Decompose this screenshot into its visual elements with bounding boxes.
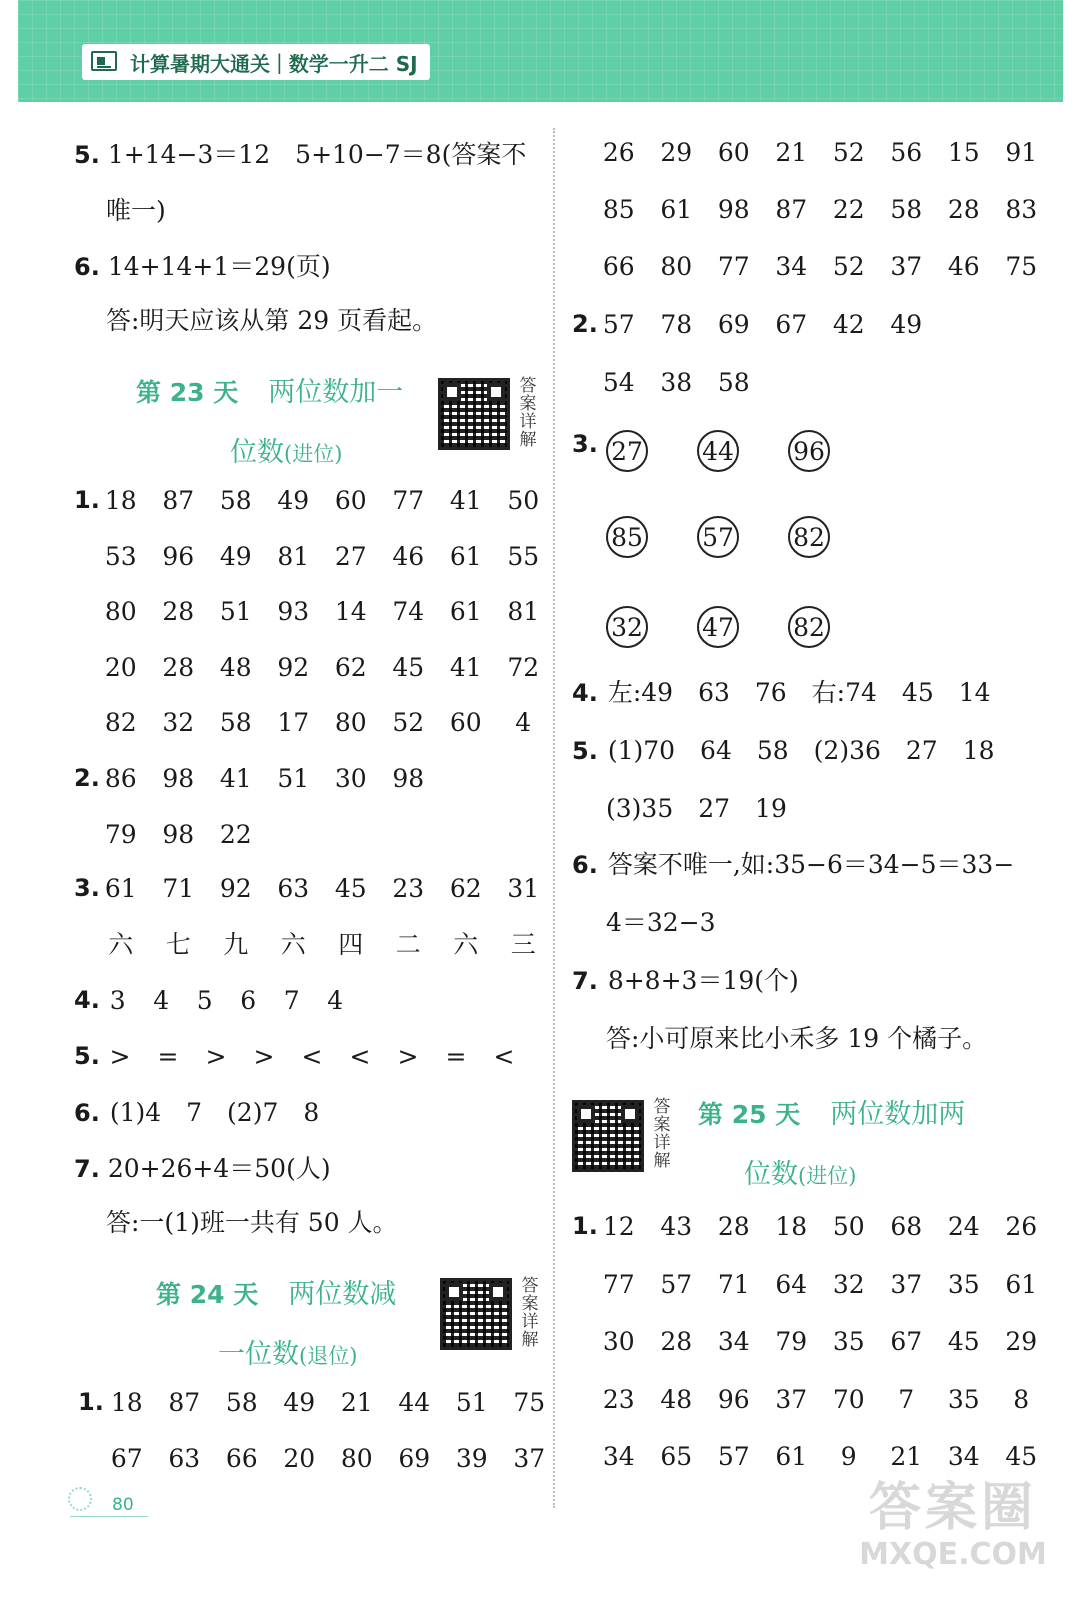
answer-row	[92, 710, 552, 735]
qr-code-day25[interactable]	[572, 1100, 644, 1172]
answer-value: 67	[890, 1327, 923, 1356]
circled-answer: 47	[697, 606, 739, 648]
answer-value: 50	[507, 486, 540, 515]
answer-value: 41	[219, 764, 252, 793]
answer-value: 60	[334, 486, 367, 515]
qr-caption-char: 详	[519, 412, 537, 432]
answer-value: 35	[832, 1327, 865, 1356]
answer-value: 65	[660, 1442, 693, 1471]
answer-text: 答案不唯一,如:35−6＝34−5＝33−	[607, 850, 1015, 879]
answer-row	[590, 370, 763, 395]
answer-value: 26	[602, 138, 635, 167]
answer-value: 79	[775, 1327, 808, 1356]
answer-value: >	[253, 1042, 275, 1071]
day-topic-note: (进位)	[798, 1164, 857, 1188]
answer-value: 58	[219, 708, 252, 737]
answer-value: 79	[104, 820, 137, 849]
answer-value: 37	[775, 1384, 808, 1414]
answer-row	[98, 1446, 558, 1471]
answer-value: 61	[660, 195, 693, 224]
answer-value: 41	[449, 486, 482, 515]
r-q6-line1	[572, 852, 1014, 877]
answer-row	[590, 254, 1050, 279]
circled-answer: 82	[788, 606, 830, 648]
day24-subtitle	[218, 1332, 357, 1371]
answer-value: 34	[775, 252, 808, 281]
answer-value: 27	[334, 541, 367, 571]
circled-answer: 57	[697, 516, 739, 558]
answer-value: 44	[398, 1388, 431, 1417]
answer-value: 28	[947, 195, 980, 224]
answer-value: 14	[334, 597, 367, 626]
question-number: 1.	[572, 1212, 598, 1240]
answer-value: 30	[602, 1327, 635, 1356]
answer-value: 30	[334, 764, 367, 793]
answer-value: 15	[947, 138, 980, 167]
answer-value: 22	[219, 820, 252, 849]
answer-value: 83	[1005, 195, 1038, 224]
answer-value: 46	[947, 252, 980, 281]
question-number: 5.	[74, 1042, 100, 1070]
answer-value: 六	[453, 930, 479, 959]
qr-code-day24[interactable]	[440, 1278, 512, 1350]
question-number: 4.	[572, 678, 598, 707]
answer-value: 91	[1005, 138, 1038, 167]
answer-value: 9	[840, 1442, 857, 1471]
day-topic: 两位数减	[288, 1279, 397, 1310]
answer-value: 75	[1005, 252, 1038, 281]
answer-value: 78	[660, 310, 693, 339]
day-topic: 两位数加一	[268, 377, 404, 408]
answer-value: 62	[334, 652, 367, 682]
answer-value: 58	[890, 195, 923, 224]
answer-value: 74	[392, 597, 425, 626]
answer-value: 48	[219, 652, 252, 682]
answer-value: =	[157, 1042, 179, 1071]
answer-text: 左:49 63 76 右:74 45 14	[607, 678, 991, 707]
answer-value: 63	[277, 874, 310, 903]
answer-row	[590, 1384, 1050, 1414]
answer-value: 96	[162, 541, 195, 571]
answer-value: 45	[392, 652, 425, 682]
answer-row	[74, 486, 552, 515]
answer-value: 80	[104, 597, 137, 626]
answer-value: 39	[455, 1444, 488, 1473]
answer-value: 21	[890, 1442, 923, 1471]
question-number: 3.	[74, 874, 100, 902]
answer-value: 46	[392, 541, 425, 571]
circled-answer: 85	[606, 516, 648, 558]
answer-value: <	[301, 1042, 323, 1071]
r-q5-line2: (3)35 27 19	[606, 794, 787, 823]
answer-value: 55	[507, 541, 540, 571]
day-topic-continued: 位数	[744, 1159, 798, 1190]
day-topic-note: (进位)	[284, 442, 343, 466]
answer-value: 45	[947, 1327, 980, 1356]
d23-q7-line2: 答:一(1)班一共有 50 人。	[106, 1208, 398, 1237]
answer-value: 93	[277, 597, 310, 626]
answer-value: 92	[219, 874, 252, 903]
answer-row	[92, 599, 552, 624]
answer-value: 72	[507, 652, 540, 682]
answer-value: 61	[449, 541, 482, 571]
answer-value: 58	[717, 368, 750, 397]
book-title: 计算暑期大通关	[130, 51, 270, 76]
answer-value: 61	[449, 597, 482, 626]
qr-caption-char: 答	[521, 1276, 539, 1296]
d23-q6-line	[74, 1098, 320, 1127]
qr-caption-char: 案	[519, 394, 537, 414]
left-q5-line1	[74, 142, 526, 167]
answer-value: 57	[602, 310, 635, 339]
day-topic: 两位数加两	[830, 1099, 966, 1130]
answer-text: 20+26+4＝50(人)	[107, 1154, 331, 1183]
qr-caption-char: 解	[521, 1330, 539, 1350]
answer-value: <	[493, 1042, 515, 1071]
answer-value: 二	[395, 930, 421, 959]
qr-caption-char: 解	[653, 1151, 671, 1171]
qr-caption	[520, 1277, 540, 1349]
answer-value: 28	[660, 1327, 693, 1356]
answer-row	[74, 1042, 528, 1071]
circled-answer: 32	[606, 606, 648, 648]
day-topic-continued: 一位数	[218, 1339, 299, 1370]
header-banner	[18, 0, 1063, 102]
answer-value: 45	[334, 874, 367, 903]
answer-value: 77	[392, 486, 425, 515]
answer-value: 九	[223, 930, 249, 959]
question-number: 6.	[74, 252, 100, 281]
answer-row	[78, 1388, 558, 1417]
answer-value: 60	[717, 138, 750, 167]
answer-value: 63	[168, 1444, 201, 1473]
answer-value: 21	[340, 1388, 373, 1417]
day25-subtitle	[744, 1152, 856, 1191]
answer-value: 28	[162, 652, 195, 682]
day23-title	[136, 370, 403, 409]
answer-value: 4	[515, 708, 532, 737]
answer-value: 20	[283, 1444, 316, 1473]
watermark-logo: 答案圈	[868, 1478, 1037, 1538]
answer-row	[590, 1269, 1050, 1299]
answer-value: 34	[717, 1327, 750, 1356]
answer-value: 69	[398, 1444, 431, 1473]
answer-value: 18	[775, 1212, 808, 1241]
circled-answer: 96	[788, 430, 830, 472]
answer-value: =	[445, 1042, 467, 1071]
answer-value: 69	[717, 310, 750, 339]
answer-value: 51	[219, 597, 252, 626]
sun-icon	[68, 1487, 92, 1511]
answer-value: 24	[947, 1212, 980, 1241]
question-number: 7.	[74, 1154, 100, 1183]
title-separator: |	[276, 50, 283, 74]
left-q6-line1	[74, 254, 331, 279]
answer-value: 80	[340, 1444, 373, 1473]
answer-value: 87	[168, 1388, 201, 1417]
answer-row	[572, 1212, 1050, 1241]
question-number: 1.	[74, 486, 100, 514]
answer-text: 8+8+3＝19(个)	[607, 966, 799, 995]
answer-value: 77	[717, 252, 750, 281]
answer-value: 52	[392, 708, 425, 737]
answer-value: 35	[947, 1384, 980, 1414]
answer-value: 98	[392, 764, 425, 793]
answer-text: (1)4 7 (2)7 8	[109, 1098, 320, 1127]
answer-value: 87	[162, 486, 195, 515]
answer-row	[74, 764, 437, 793]
answer-row	[590, 197, 1050, 222]
answer-value: 66	[602, 252, 635, 281]
answer-value: 28	[717, 1212, 750, 1241]
day24-title	[156, 1272, 396, 1311]
answer-value: 37	[890, 1269, 923, 1299]
answer-value: 四	[338, 930, 364, 959]
question-number: 6.	[572, 850, 598, 879]
answer-value: >	[205, 1042, 227, 1071]
answer-value: 7	[283, 986, 300, 1015]
answer-value: 21	[775, 138, 808, 167]
answer-row	[92, 822, 265, 847]
qr-caption	[652, 1098, 672, 1170]
book-subject: 数学一升二 SJ	[288, 51, 418, 76]
answer-value: 71	[717, 1269, 750, 1299]
answer-value: 96	[717, 1384, 750, 1414]
answer-value: 98	[162, 820, 195, 849]
left-q5-line2: 唯一)	[106, 196, 166, 225]
answer-row	[92, 541, 552, 571]
answer-value: 34	[947, 1442, 980, 1471]
answer-value: 71	[162, 874, 195, 903]
left-q6-line2: 答:明天应该从第 29 页看起。	[106, 306, 438, 335]
r-q6-line2: 4＝32−3	[606, 908, 716, 937]
answer-value: 18	[104, 486, 137, 515]
answer-value: 42	[832, 310, 865, 339]
book-title-label	[82, 44, 430, 80]
answer-value: 49	[890, 310, 923, 339]
answer-value: 49	[219, 541, 252, 571]
question-number: 1.	[78, 1388, 104, 1416]
answer-value: 5	[196, 986, 213, 1015]
qr-caption-char: 详	[653, 1133, 671, 1153]
watermark	[843, 1478, 1063, 1572]
answer-value: 8	[1013, 1384, 1030, 1414]
answer-value: 98	[717, 195, 750, 224]
answer-value: 81	[277, 541, 310, 571]
answer-value: 52	[832, 252, 865, 281]
answer-value: 26	[1005, 1212, 1038, 1241]
answer-row	[92, 652, 552, 682]
answer-value: 53	[104, 541, 137, 571]
answer-value: 35	[947, 1269, 980, 1299]
answer-value: 82	[104, 708, 137, 737]
day25-title	[698, 1092, 965, 1131]
answer-value: 六	[280, 930, 306, 959]
answer-value: 31	[507, 874, 540, 903]
qr-caption-char: 详	[521, 1312, 539, 1332]
question-number: 4.	[74, 986, 100, 1014]
answer-value: 61	[1005, 1269, 1038, 1299]
answer-value: >	[397, 1042, 419, 1071]
answer-value: 29	[660, 138, 693, 167]
circled-answer: 82	[788, 516, 830, 558]
answer-value: 61	[775, 1442, 808, 1471]
answer-value: 37	[513, 1444, 546, 1473]
d23-q7-line1	[74, 1156, 331, 1181]
answer-value: 3	[109, 986, 126, 1015]
answer-value: 23	[392, 874, 425, 903]
answer-value: 20	[104, 652, 137, 682]
answer-value: 38	[660, 368, 693, 397]
answer-value: 81	[507, 597, 540, 626]
page-number: 80	[112, 1495, 134, 1515]
answer-value: 58	[219, 486, 252, 515]
answer-value: 43	[660, 1212, 693, 1241]
qr-caption-char: 答	[519, 376, 537, 396]
answer-value: 70	[832, 1384, 865, 1414]
answer-value: 57	[717, 1442, 750, 1471]
answer-value: 52	[832, 138, 865, 167]
answer-value: 77	[602, 1269, 635, 1299]
question-number: 6.	[74, 1098, 100, 1127]
column-divider	[553, 128, 555, 1508]
question-number: 5.	[74, 140, 100, 169]
answer-text: (1)70 64 58 (2)36 27 18	[607, 736, 995, 765]
answer-value: 34	[602, 1442, 635, 1471]
answer-value: 50	[832, 1212, 865, 1241]
answer-value: 51	[277, 764, 310, 793]
answer-value: 51	[455, 1388, 488, 1417]
answer-value: 60	[449, 708, 482, 737]
answer-value: 49	[277, 486, 310, 515]
qr-caption-char: 解	[519, 430, 537, 450]
day-label: 第 23 天	[136, 378, 239, 407]
answer-text: 14+14+1＝29(页)	[107, 252, 331, 281]
answer-value: 68	[890, 1212, 923, 1241]
answer-value: 17	[277, 708, 310, 737]
answer-value: 32	[162, 708, 195, 737]
day23-subtitle	[230, 430, 342, 469]
answer-value: 66	[225, 1444, 258, 1473]
answer-value: 29	[1005, 1327, 1038, 1356]
answer-value: 54	[602, 368, 635, 397]
answer-row	[572, 310, 935, 339]
r-q7-line2: 答:小可原来比小禾多 19 个橘子。	[606, 1024, 988, 1053]
day-label: 第 24 天	[156, 1280, 259, 1309]
answer-value: 4	[153, 986, 170, 1015]
r-q7-line1	[572, 968, 799, 993]
answer-value: 六	[108, 930, 134, 959]
watermark-url: MXQE.COM	[859, 1537, 1047, 1572]
r-q4-line	[572, 680, 991, 705]
answer-value: 45	[1005, 1442, 1038, 1471]
answer-value: 86	[104, 764, 137, 793]
question-number: 2.	[74, 764, 100, 792]
answer-value: 67	[775, 310, 808, 339]
answer-text: 1+14−3＝12 5+10−7＝8(答案不	[107, 140, 527, 169]
day-topic-note: (退位)	[299, 1344, 358, 1368]
answer-value: 37	[890, 252, 923, 281]
qr-caption-char: 案	[653, 1115, 671, 1135]
qr-caption-char: 答	[653, 1097, 671, 1117]
answer-value: 18	[110, 1388, 143, 1417]
answer-value: 7	[898, 1384, 915, 1414]
answer-value: 67	[110, 1444, 143, 1473]
question-number: 7.	[572, 966, 598, 995]
circled-answer: 44	[697, 430, 739, 472]
answer-value: 23	[602, 1384, 635, 1414]
answer-value: 32	[832, 1269, 865, 1299]
answer-value: 80	[660, 252, 693, 281]
page-number-underline	[70, 1516, 148, 1517]
answer-value: 49	[283, 1388, 316, 1417]
question-number: 3.	[572, 430, 598, 458]
answer-row	[74, 874, 552, 903]
answer-value: 57	[660, 1269, 693, 1299]
answer-value: 85	[602, 195, 635, 224]
answer-value: 48	[660, 1384, 693, 1414]
answer-row	[590, 140, 1050, 165]
answer-value: 28	[162, 597, 195, 626]
question-number: 2.	[572, 310, 598, 338]
qr-caption	[518, 377, 538, 449]
answer-value: 41	[449, 652, 482, 682]
answer-value: 80	[334, 708, 367, 737]
answer-value: 61	[104, 874, 137, 903]
qr-caption-char: 案	[521, 1294, 539, 1314]
answer-row	[590, 1444, 1050, 1469]
answer-value: 87	[775, 195, 808, 224]
day-label: 第 25 天	[698, 1100, 801, 1129]
day-topic-continued: 位数	[230, 437, 284, 468]
answer-value: 75	[513, 1388, 546, 1417]
question-number: 5.	[572, 736, 598, 765]
qr-code-day23[interactable]	[438, 378, 510, 450]
answer-value: 98	[162, 764, 195, 793]
book-icon	[91, 51, 117, 71]
answer-value: 4	[327, 986, 344, 1015]
answer-value: <	[349, 1042, 371, 1071]
answer-row	[92, 932, 552, 957]
answer-value: 三	[510, 930, 536, 959]
answer-value: 6	[240, 986, 257, 1015]
answer-value: 58	[225, 1388, 258, 1417]
answer-value: 12	[602, 1212, 635, 1241]
answer-value: 62	[449, 874, 482, 903]
answer-row	[590, 1329, 1050, 1354]
answer-value: 92	[277, 652, 310, 682]
answer-value: 64	[775, 1269, 808, 1299]
answer-value: 七	[165, 930, 191, 959]
answer-value: 22	[832, 195, 865, 224]
answer-value: >	[109, 1042, 131, 1071]
r-q5-line1	[572, 738, 995, 763]
answer-row	[74, 986, 357, 1015]
circled-answer: 27	[606, 430, 648, 472]
answer-value: 56	[890, 138, 923, 167]
